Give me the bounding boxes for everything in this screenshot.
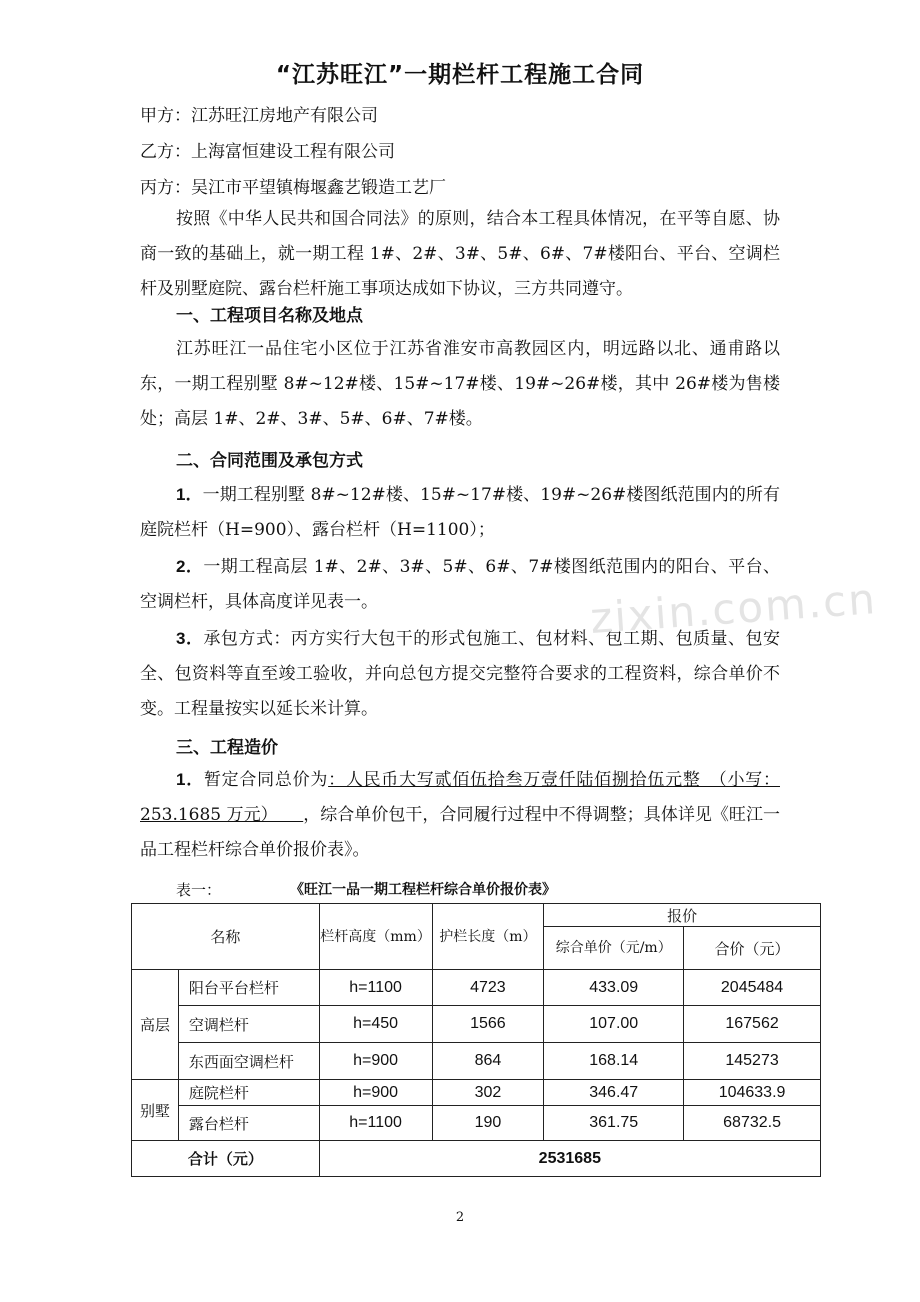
section-3-item-1 — [140, 762, 780, 868]
table-row — [132, 1080, 821, 1106]
row-unit-price: 433.09 — [544, 970, 684, 1006]
party-b: 乙方：上海富恒建设工程有限公司 — [140, 142, 395, 162]
row-total: 145273 — [684, 1043, 821, 1080]
section-1-heading: 一、工程项目名称及地点 — [176, 306, 363, 326]
row-unit-price: 361.75 — [544, 1106, 684, 1141]
document-title: “江苏旺江”一期栏杆工程施工合同 — [275, 62, 645, 88]
group-label: 别墅 — [132, 1080, 179, 1141]
row-name: 空调栏杆 — [178, 1006, 319, 1043]
section-1-body — [140, 332, 780, 437]
row-height: h=1100 — [319, 1106, 432, 1141]
party-a: 甲方：江苏旺江房地产有限公司 — [140, 106, 378, 126]
item-text: 一期工程别墅 8#~12#楼、15#~17#楼、19#~26#楼图纸范围内的所有庭院栏杆（H=900）、露台栏杆（H=1100）； — [140, 485, 780, 540]
row-unit-price: 168.14 — [544, 1043, 684, 1080]
header-length: 护栏长度（m） — [432, 904, 544, 970]
table-sum-row — [132, 1141, 821, 1177]
row-name: 露台栏杆 — [178, 1106, 319, 1141]
header-total: 合价（元） — [684, 927, 821, 970]
item-number: 2． — [176, 557, 204, 576]
row-length: 864 — [432, 1043, 544, 1080]
row-total: 2045484 — [684, 970, 821, 1006]
header-quote: 报价 — [544, 904, 821, 927]
row-unit-price: 107.00 — [544, 1006, 684, 1043]
price-table — [131, 903, 821, 1177]
table-title: 《旺江一品一期工程栏杆综合单价报价表》 — [290, 882, 556, 898]
row-height: h=900 — [319, 1043, 432, 1080]
row-name: 阳台平台栏杆 — [178, 970, 319, 1006]
row-total: 104633.9 — [684, 1080, 821, 1106]
row-height: h=1100 — [319, 970, 432, 1006]
item-text: 承包方式：丙方实行大包干的形式包施工、包材料、包工期、包质量、包安全、包资料等直至竣工验收，并向总包方提交完整符合要求的工程资料，综合单价不变。工程量按实以延长米计算。 — [140, 629, 780, 719]
section-2-item-3 — [140, 621, 780, 727]
header-name: 名称 — [132, 904, 320, 970]
item-text: 一期工程高层 1#、2#、3#、5#、6#、7#楼图纸范围内的阳台、平台、空调栏杆，具体高度详见表一。 — [140, 557, 780, 612]
section-3-heading: 三、工程造价 — [176, 738, 278, 758]
table-row — [132, 1043, 821, 1080]
intro-text: 按照《中华人民共和国合同法》的原则，结合本工程具体情况，在平等自愿、协商一致的基础上，就一期工程 1#、2#、3#、5#、6#、7#楼阳台、平台、空调栏杆及别墅庭院、露台栏杆施工事项达成如下协议，三方共同遵守。 — [140, 209, 780, 299]
sum-value: 2531685 — [319, 1141, 820, 1177]
section-1-text: 江苏旺江一品住宅小区位于江苏省淮安市高教园区内，明远路以北、通甫路以东，一期工程别墅 8#~12#楼、15#~17#楼、19#~26#楼，其中 26#楼为售楼处；高层 1#、2#、3#、5#、6#、7#楼。 — [140, 339, 780, 429]
row-total: 167562 — [684, 1006, 821, 1043]
item-number: 3． — [176, 629, 204, 648]
watermark: zixin.com.cn — [588, 574, 879, 643]
row-length: 302 — [432, 1080, 544, 1106]
row-height: h=900 — [319, 1080, 432, 1106]
contract-amount: ：人民币大写贰佰伍拾叁万壹仟陆佰捌拾伍元整 （小写：253.1685 万元） — [140, 770, 780, 825]
section-2-item-1 — [140, 477, 780, 548]
intro-paragraph — [140, 202, 780, 307]
row-name: 东西面空调栏杆 — [178, 1043, 319, 1080]
party-c: 丙方：吴江市平望镇梅堰鑫艺锻造工艺厂 — [140, 178, 446, 198]
row-length: 4723 — [432, 970, 544, 1006]
table-header-row — [132, 904, 821, 927]
row-length: 190 — [432, 1106, 544, 1141]
table-row — [132, 1006, 821, 1043]
header-height: 栏杆高度（mm） — [319, 904, 432, 970]
group-label: 高层 — [132, 970, 179, 1080]
item-number: 1． — [176, 770, 204, 789]
table-row — [132, 970, 821, 1006]
row-height: h=450 — [319, 1006, 432, 1043]
item-text-post: ，综合单价包干，合同履行过程中不得调整；具体详见《旺江一品工程栏杆综合单价报价表》。 — [140, 805, 780, 860]
table-label: 表一： — [176, 881, 222, 899]
sum-label: 合计（元） — [132, 1141, 320, 1177]
section-2-heading: 二、合同范围及承包方式 — [176, 451, 363, 471]
item-text-pre: 暂定合同总价为 — [203, 770, 329, 790]
table-row — [132, 1106, 821, 1141]
row-total: 68732.5 — [684, 1106, 821, 1141]
page-number: 2 — [455, 1210, 465, 1225]
item-number: 1． — [176, 485, 203, 504]
row-name: 庭院栏杆 — [178, 1080, 319, 1106]
row-unit-price: 346.47 — [544, 1080, 684, 1106]
header-unit-price: 综合单价（元/m） — [544, 927, 684, 970]
row-length: 1566 — [432, 1006, 544, 1043]
